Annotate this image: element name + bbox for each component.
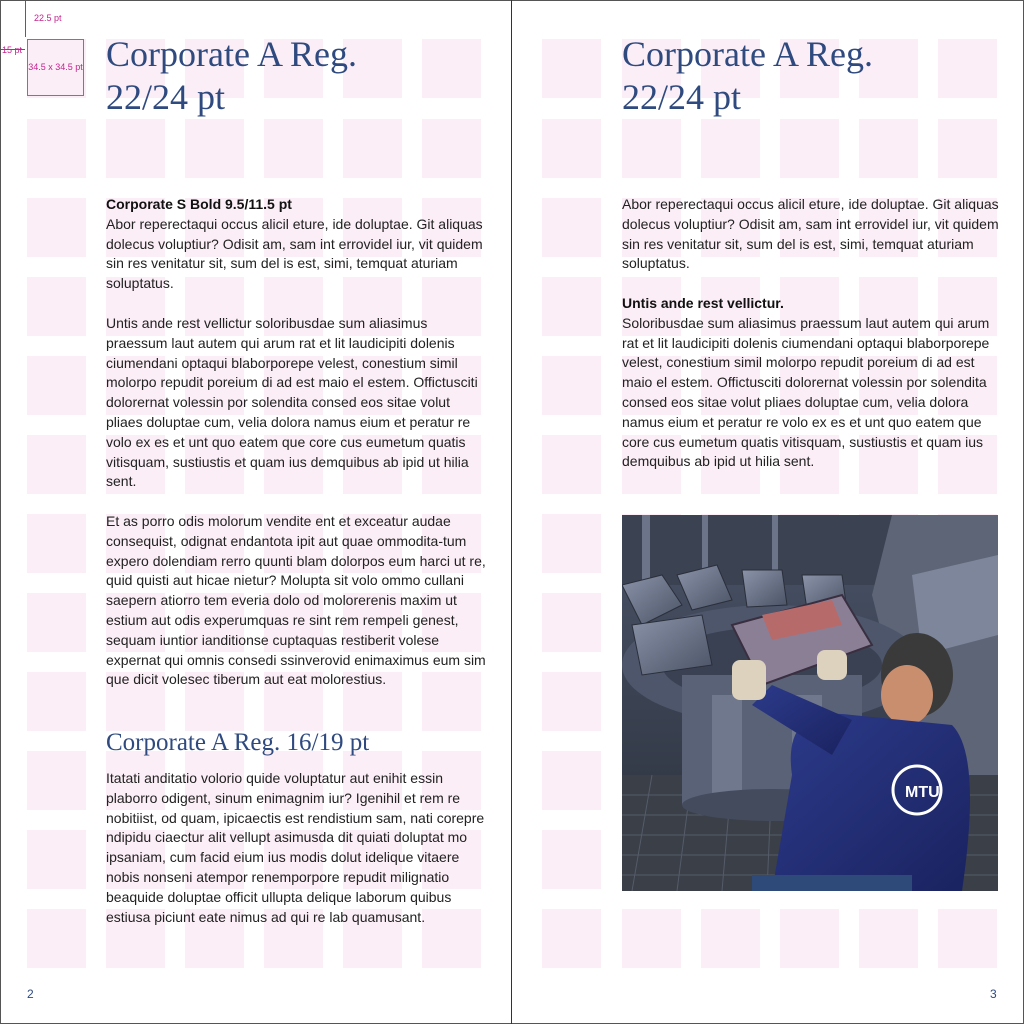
grid-cell [542, 39, 601, 98]
top-margin-label: 22.5 pt [34, 13, 62, 23]
grid-cell [859, 909, 918, 968]
grid-cell [27, 909, 86, 968]
grid-cell [542, 277, 601, 336]
grid-cell [422, 119, 481, 178]
grid-cell [185, 119, 244, 178]
paragraph: Abor reperectaqui occus alicil eture, ide doluptae. Git aliquas dolecus voluptiur? Odisit am, sam int errovidel iur, vit quidem sin res venitatur sit, sum del is est, simi, temquat aturiam soluptatus. [622, 196, 999, 272]
grid-cell-size-label: 34.5 x 34.5 pt [28, 62, 83, 72]
paragraph: Abor reperectaqui occus alicil eture, ide doluptae. Git aliquas dolecus voluptiur? Odisit am, sam int errovidel iur, vit quidem sin res venitatur sit, sum del is est, simi, temquat aturiam soluptatus. [106, 215, 483, 292]
grid-cell [264, 119, 323, 178]
bold-subhead: Untis ande rest vellictur. [622, 295, 784, 311]
grid-cell [27, 672, 86, 731]
paragraph: Soloribusdae sum aliasimus praessum laut autem qui arum rat et lit laudicipiti dolenis ciumendani optaqui blaborporepe velest, conestium simil molorpo repudit poreium di ad est maio el estem. Offictusciti dolorernat volessin por solendita consed eos sitae volut pliaes doluptae cum, velia dolora namus eium et peratur re volo ex es et unt quo eatem que core cus eumetum quatis vitisquam, sustiustis et quam ius demquibus ab ipid ut hilia sent. [622, 314, 990, 470]
left-page [0, 0, 511, 1024]
grid-cell [27, 356, 86, 415]
grid-cell [780, 119, 839, 178]
grid-cell [542, 435, 601, 494]
grid-cell [27, 514, 86, 573]
grid-cell [542, 356, 601, 415]
grid-cell [938, 909, 997, 968]
grid-cell [542, 672, 601, 731]
page-title: Corporate A Reg. 22/24 pt [622, 34, 873, 117]
grid-cell [701, 909, 760, 968]
grid-cell [27, 119, 86, 178]
grid-cell [859, 119, 918, 178]
grid-cell [27, 435, 86, 494]
grid-cell [343, 119, 402, 178]
grid-cell [780, 909, 839, 968]
paragraph: Untis ande rest vellictur soloribusdae sum aliasimus praessum laut autem qui arum rat et lit laudicipiti dolenis ciumendani optaqui blaborporepe velest, conestium simil molorpo repudit poreium di ad est maio el estem. Offictusciti dolorernat volessin por solendita consed eos sitae volut pliaes doluptae cum, velia dolora namus eium et peratur re volo ex es et unt quo eatem que core cus eumetum quatis vitisquam, sustiustis et quam ius demquibus ab ipid ut hilia sent. [106, 315, 478, 490]
top-margin-marker [25, 1, 26, 37]
section-heading: Corporate A Reg. 16/19 pt [106, 729, 370, 756]
grid-cell [542, 830, 601, 889]
photo-logo-text: MTU [905, 784, 940, 801]
grid-cell [27, 593, 86, 652]
grid-cell [542, 751, 601, 810]
page-number: 3 [990, 987, 997, 1001]
photo-illustration [622, 515, 998, 891]
text-block-2 [622, 294, 1002, 472]
grid-cell [27, 277, 86, 336]
grid-cell [542, 909, 601, 968]
page-title: Corporate A Reg. 22/24 pt [106, 34, 357, 117]
bold-subhead: Corporate S Bold 9.5/11.5 pt [106, 196, 292, 212]
grid-cell [701, 119, 760, 178]
grid-cell [542, 119, 601, 178]
grid-cell [622, 119, 681, 178]
grid-cell-size-box [27, 39, 84, 96]
grid-cell [542, 198, 601, 257]
grid-cell [27, 198, 86, 257]
grid-cell [938, 119, 997, 178]
photo-worker-assembly [622, 515, 998, 891]
paragraph: Et as porro odis molorum vendite ent et exceatur audae consequist, odignat endantota ipit aut quae ommodita-tum expero dolendiam rerro quunti blam dolorpos eum harci ut re, quid quisti aut hicae nietur? Molupta sit volo ommo cullani saepern atiorro tem everia dolo od molorerenis maxim ut estium aut odis experumquas re sint rem rempeli genest, sequam iuntior ianditionse cuptaquas restiberit volese expernat qui omnis consedi ssinverovid enimaximus eum sim que dicit volesec tiberum aut eat molorestius. [106, 513, 486, 688]
grid-cell [27, 751, 86, 810]
right-page [512, 0, 1024, 1024]
text-block-1 [106, 195, 486, 294]
paragraph: Itatati anditatio volorio quide voluptatur aut enihit essin plaborro odigent, sinum enimagnim iur? Igenihil et rem re nobitiist, od quam, ipicaectis est rendistium sam, nati corepre ndipidu ciaectur alit vellupt asimusda dit quiati doluptat mo ipsaniam, cum facid eium ius modis dolut idelique vitaere nobis nonseni atempor renemporpore repudit milignatio beaquide doluptae officit ullupta delique laborum quibus estiusa piciunt eate nimus ad qui re lab quamusant. [106, 770, 485, 925]
grid-cell [27, 830, 86, 889]
page-number: 2 [27, 987, 34, 1001]
grid-cell [622, 909, 681, 968]
grid-cell [542, 593, 601, 652]
grid-cell [542, 514, 601, 573]
grid-cell [106, 119, 165, 178]
left-margin-label: 15 pt [2, 45, 23, 55]
